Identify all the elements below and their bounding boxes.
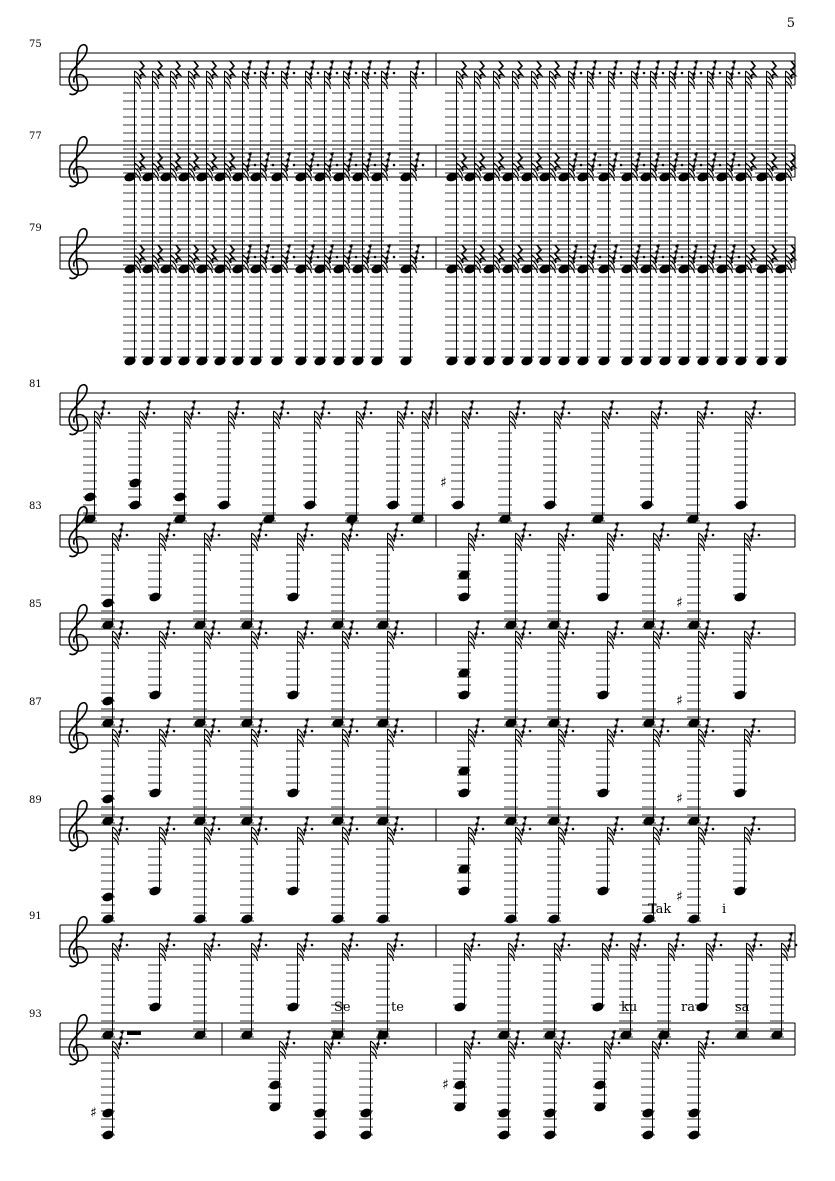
augmentation-dot — [644, 944, 647, 947]
treble-clef — [69, 137, 87, 187]
augmentation-dot — [667, 828, 670, 831]
quarter-rest — [791, 153, 795, 171]
augmentation-dot — [529, 730, 532, 733]
augmentation-dot — [760, 944, 763, 947]
augmentation-dot — [173, 534, 176, 537]
augmentation-dot — [738, 256, 741, 259]
system — [29, 501, 795, 630]
quarter-rest — [791, 61, 795, 79]
augmentation-dot — [374, 72, 377, 75]
augmentation-dot — [662, 164, 665, 167]
augmentation-dot — [173, 632, 176, 635]
treble-clef — [69, 917, 87, 967]
measure-number: 87 — [29, 697, 42, 708]
augmentation-dot — [254, 256, 257, 259]
augmentation-dot — [522, 944, 525, 947]
augmentation-dot — [476, 412, 479, 415]
measure-number: 85 — [29, 599, 42, 610]
measure-number: 81 — [29, 379, 42, 390]
sharp-accidental: ♯ — [442, 1077, 449, 1093]
augmentation-dot — [401, 730, 404, 733]
measure-number: 93 — [29, 1009, 42, 1020]
quarter-rest — [772, 245, 776, 263]
augmentation-dot — [254, 72, 257, 75]
augmentation-dot — [700, 72, 703, 75]
augmentation-dot — [700, 256, 703, 259]
augmentation-dot — [662, 256, 665, 259]
quarter-rest — [158, 61, 162, 79]
quarter-rest — [194, 61, 198, 79]
augmentation-dot — [580, 72, 583, 75]
augmentation-dot — [370, 412, 373, 415]
augmentation-dot — [317, 256, 320, 259]
quarter-rest — [751, 153, 755, 171]
augmentation-dot — [522, 1042, 525, 1045]
augmentation-dot — [712, 534, 715, 537]
lyric-syllable: Tak — [648, 902, 672, 917]
augmentation-dot — [374, 256, 377, 259]
augmentation-dot — [719, 164, 722, 167]
quarter-rest — [499, 245, 503, 263]
quarter-rest — [212, 61, 216, 79]
augmentation-dot — [568, 412, 571, 415]
augmentation-dot — [667, 632, 670, 635]
augmentation-dot — [529, 632, 532, 635]
augmentation-dot — [568, 1042, 571, 1045]
augmentation-dot — [712, 1042, 715, 1045]
augmentation-dot — [580, 256, 583, 259]
system — [29, 223, 795, 366]
quarter-rest — [480, 61, 484, 79]
augmentation-dot — [311, 828, 314, 831]
quarter-rest — [176, 61, 180, 79]
lyric-syllable: te — [391, 1000, 404, 1015]
lyric-syllable: ra — [681, 1000, 695, 1015]
augmentation-dot — [720, 944, 723, 947]
quarter-rest — [158, 245, 162, 263]
augmentation-dot — [293, 72, 296, 75]
sharp-accidental: ♯ — [676, 693, 683, 709]
augmentation-dot — [436, 412, 439, 415]
augmentation-dot — [328, 412, 331, 415]
augmentation-dot — [401, 632, 404, 635]
augmentation-dot — [667, 534, 670, 537]
augmentation-dot — [293, 1042, 296, 1045]
augmentation-dot — [621, 730, 624, 733]
augmentation-dot — [336, 72, 339, 75]
quarter-rest — [176, 153, 180, 171]
quarter-rest — [194, 245, 198, 263]
augmentation-dot — [621, 534, 624, 537]
quarter-rest — [772, 153, 776, 171]
quarter-rest — [791, 245, 795, 263]
augmentation-dot — [738, 164, 741, 167]
augmentation-dot — [620, 164, 623, 167]
augmentation-dot — [599, 164, 602, 167]
treble-clef — [69, 45, 87, 95]
augmentation-dot — [758, 534, 761, 537]
augmentation-dot — [393, 72, 396, 75]
quarter-rest — [751, 61, 755, 79]
measure-number: 91 — [29, 911, 42, 922]
lyric-syllable: sa — [735, 1000, 750, 1015]
page-number: 5 — [786, 16, 795, 31]
quarter-rest — [140, 61, 144, 79]
augmentation-dot — [719, 72, 722, 75]
quarter-rest — [518, 245, 522, 263]
augmentation-dot — [643, 256, 646, 259]
augmentation-dot — [643, 72, 646, 75]
quarter-rest — [555, 153, 559, 171]
augmentation-dot — [712, 828, 715, 831]
augmentation-dot — [126, 828, 129, 831]
treble-clef — [69, 385, 87, 435]
augmentation-dot — [482, 632, 485, 635]
measure-number: 77 — [29, 131, 42, 142]
augmentation-dot — [126, 632, 129, 635]
treble-clef — [69, 801, 87, 851]
system — [29, 697, 795, 826]
quarter-rest — [480, 245, 484, 263]
augmentation-dot — [311, 632, 314, 635]
augmentation-dot — [272, 164, 275, 167]
augmentation-dot — [355, 256, 358, 259]
augmentation-dot — [153, 412, 156, 415]
quarter-rest — [212, 245, 216, 263]
augmentation-dot — [719, 256, 722, 259]
augmentation-dot — [126, 944, 129, 947]
augmentation-dot — [665, 412, 668, 415]
augmentation-dot — [681, 72, 684, 75]
augmentation-dot — [356, 828, 359, 831]
quarter-rest — [555, 245, 559, 263]
sharp-accidental: ♯ — [90, 1105, 97, 1121]
augmentation-dot — [393, 256, 396, 259]
augmentation-dot — [401, 828, 404, 831]
augmentation-dot — [759, 412, 762, 415]
augmentation-dot — [126, 1042, 129, 1045]
sharp-accidental: ♯ — [676, 889, 683, 905]
augmentation-dot — [108, 412, 111, 415]
quarter-rest — [751, 245, 755, 263]
system — [29, 599, 795, 728]
augmentation-dot — [643, 164, 646, 167]
augmentation-dot — [173, 730, 176, 733]
augmentation-dot — [758, 632, 761, 635]
augmentation-dot — [355, 72, 358, 75]
augmentation-dot — [287, 412, 290, 415]
quarter-rest — [537, 61, 541, 79]
augmentation-dot — [338, 1042, 341, 1045]
augmentation-dot — [666, 1042, 669, 1045]
augmentation-dot — [621, 828, 624, 831]
quarter-rest — [194, 153, 198, 171]
sharp-accidental: ♯ — [676, 791, 683, 807]
augmentation-dot — [738, 72, 741, 75]
measure-number: 89 — [29, 795, 42, 806]
augmentation-dot — [317, 164, 320, 167]
quarter-rest — [499, 153, 503, 171]
quarter-rest — [518, 61, 522, 79]
augmentation-dot — [384, 1042, 387, 1045]
treble-clef — [69, 605, 87, 655]
system — [29, 795, 795, 924]
augmentation-dot — [580, 164, 583, 167]
quarter-rest — [772, 61, 776, 79]
augmentation-dot — [218, 828, 221, 831]
augmentation-dot — [681, 164, 684, 167]
augmentation-dot — [681, 256, 684, 259]
augmentation-dot — [712, 632, 715, 635]
quarter-rest — [480, 153, 484, 171]
augmentation-dot — [401, 944, 404, 947]
augmentation-dot — [218, 632, 221, 635]
augmentation-dot — [356, 944, 359, 947]
augmentation-dot — [272, 256, 275, 259]
system — [29, 379, 795, 524]
augmentation-dot — [616, 944, 619, 947]
quarter-rest — [212, 153, 216, 171]
quarter-rest — [555, 61, 559, 79]
quarter-rest — [230, 153, 234, 171]
quarter-rest — [158, 153, 162, 171]
augmentation-dot — [356, 730, 359, 733]
treble-clef — [69, 1015, 87, 1065]
augmentation-dot — [620, 256, 623, 259]
quarter-rest — [176, 245, 180, 263]
treble-clef — [69, 229, 87, 279]
augmentation-dot — [265, 730, 268, 733]
quarter-rest — [462, 153, 466, 171]
augmentation-dot — [126, 534, 129, 537]
augmentation-dot — [336, 164, 339, 167]
augmentation-dot — [218, 534, 221, 537]
system — [29, 1000, 795, 1140]
quarter-rest — [499, 61, 503, 79]
sharp-accidental: ♯ — [676, 595, 683, 611]
augmentation-dot — [422, 72, 425, 75]
augmentation-dot — [293, 164, 296, 167]
augmentation-dot — [529, 534, 532, 537]
quarter-rest — [462, 245, 466, 263]
quarter-rest — [230, 61, 234, 79]
augmentation-dot — [599, 256, 602, 259]
augmentation-dot — [523, 412, 526, 415]
treble-clef — [69, 507, 87, 557]
augmentation-dot — [568, 944, 571, 947]
augmentation-dot — [572, 828, 575, 831]
quarter-rest — [537, 153, 541, 171]
augmentation-dot — [621, 632, 624, 635]
augmentation-dot — [618, 1042, 621, 1045]
augmentation-dot — [482, 730, 485, 733]
augmentation-dot — [482, 534, 485, 537]
augmentation-dot — [311, 944, 314, 947]
measure-number: 79 — [29, 223, 42, 234]
augmentation-dot — [311, 534, 314, 537]
augmentation-dot — [758, 730, 761, 733]
augmentation-dot — [393, 164, 396, 167]
augmentation-dot — [311, 730, 314, 733]
half-rest — [127, 1031, 141, 1035]
augmentation-dot — [126, 730, 129, 733]
augmentation-dot — [265, 632, 268, 635]
quarter-rest — [230, 245, 234, 263]
quarter-rest — [537, 245, 541, 263]
augmentation-dot — [265, 534, 268, 537]
lyric-syllable: i — [722, 902, 727, 917]
quarter-rest — [518, 153, 522, 171]
augmentation-dot — [529, 828, 532, 831]
lyric-syllable: ku — [621, 1000, 638, 1015]
augmentation-dot — [667, 730, 670, 733]
measure-number: 83 — [29, 501, 42, 512]
augmentation-dot — [293, 256, 296, 259]
lyric-syllable: Se — [334, 1000, 351, 1015]
quarter-rest — [140, 245, 144, 263]
augmentation-dot — [422, 164, 425, 167]
augmentation-dot — [682, 944, 685, 947]
augmentation-dot — [422, 256, 425, 259]
augmentation-dot — [482, 828, 485, 831]
augmentation-dot — [356, 534, 359, 537]
augmentation-dot — [572, 534, 575, 537]
augmentation-dot — [254, 164, 257, 167]
augmentation-dot — [356, 632, 359, 635]
treble-clef — [69, 703, 87, 753]
augmentation-dot — [620, 72, 623, 75]
augmentation-dot — [411, 412, 414, 415]
augmentation-dot — [218, 944, 221, 947]
augmentation-dot — [355, 164, 358, 167]
augmentation-dot — [572, 730, 575, 733]
augmentation-dot — [317, 72, 320, 75]
augmentation-dot — [272, 72, 275, 75]
augmentation-dot — [173, 944, 176, 947]
augmentation-dot — [572, 632, 575, 635]
augmentation-dot — [173, 828, 176, 831]
augmentation-dot — [795, 944, 798, 947]
augmentation-dot — [700, 164, 703, 167]
augmentation-dot — [478, 1042, 481, 1045]
augmentation-dot — [599, 72, 602, 75]
augmentation-dot — [662, 72, 665, 75]
augmentation-dot — [478, 944, 481, 947]
augmentation-dot — [401, 534, 404, 537]
quarter-rest — [462, 61, 466, 79]
augmentation-dot — [336, 256, 339, 259]
measure-number: 75 — [29, 39, 42, 50]
augmentation-dot — [712, 730, 715, 733]
augmentation-dot — [374, 164, 377, 167]
augmentation-dot — [265, 828, 268, 831]
augmentation-dot — [265, 944, 268, 947]
augmentation-dot — [758, 828, 761, 831]
system — [29, 902, 797, 1040]
augmentation-dot — [242, 412, 245, 415]
augmentation-dot — [616, 412, 619, 415]
augmentation-dot — [198, 412, 201, 415]
augmentation-dot — [711, 412, 714, 415]
sharp-accidental: ♯ — [440, 475, 447, 491]
augmentation-dot — [218, 730, 221, 733]
quarter-rest — [140, 153, 144, 171]
